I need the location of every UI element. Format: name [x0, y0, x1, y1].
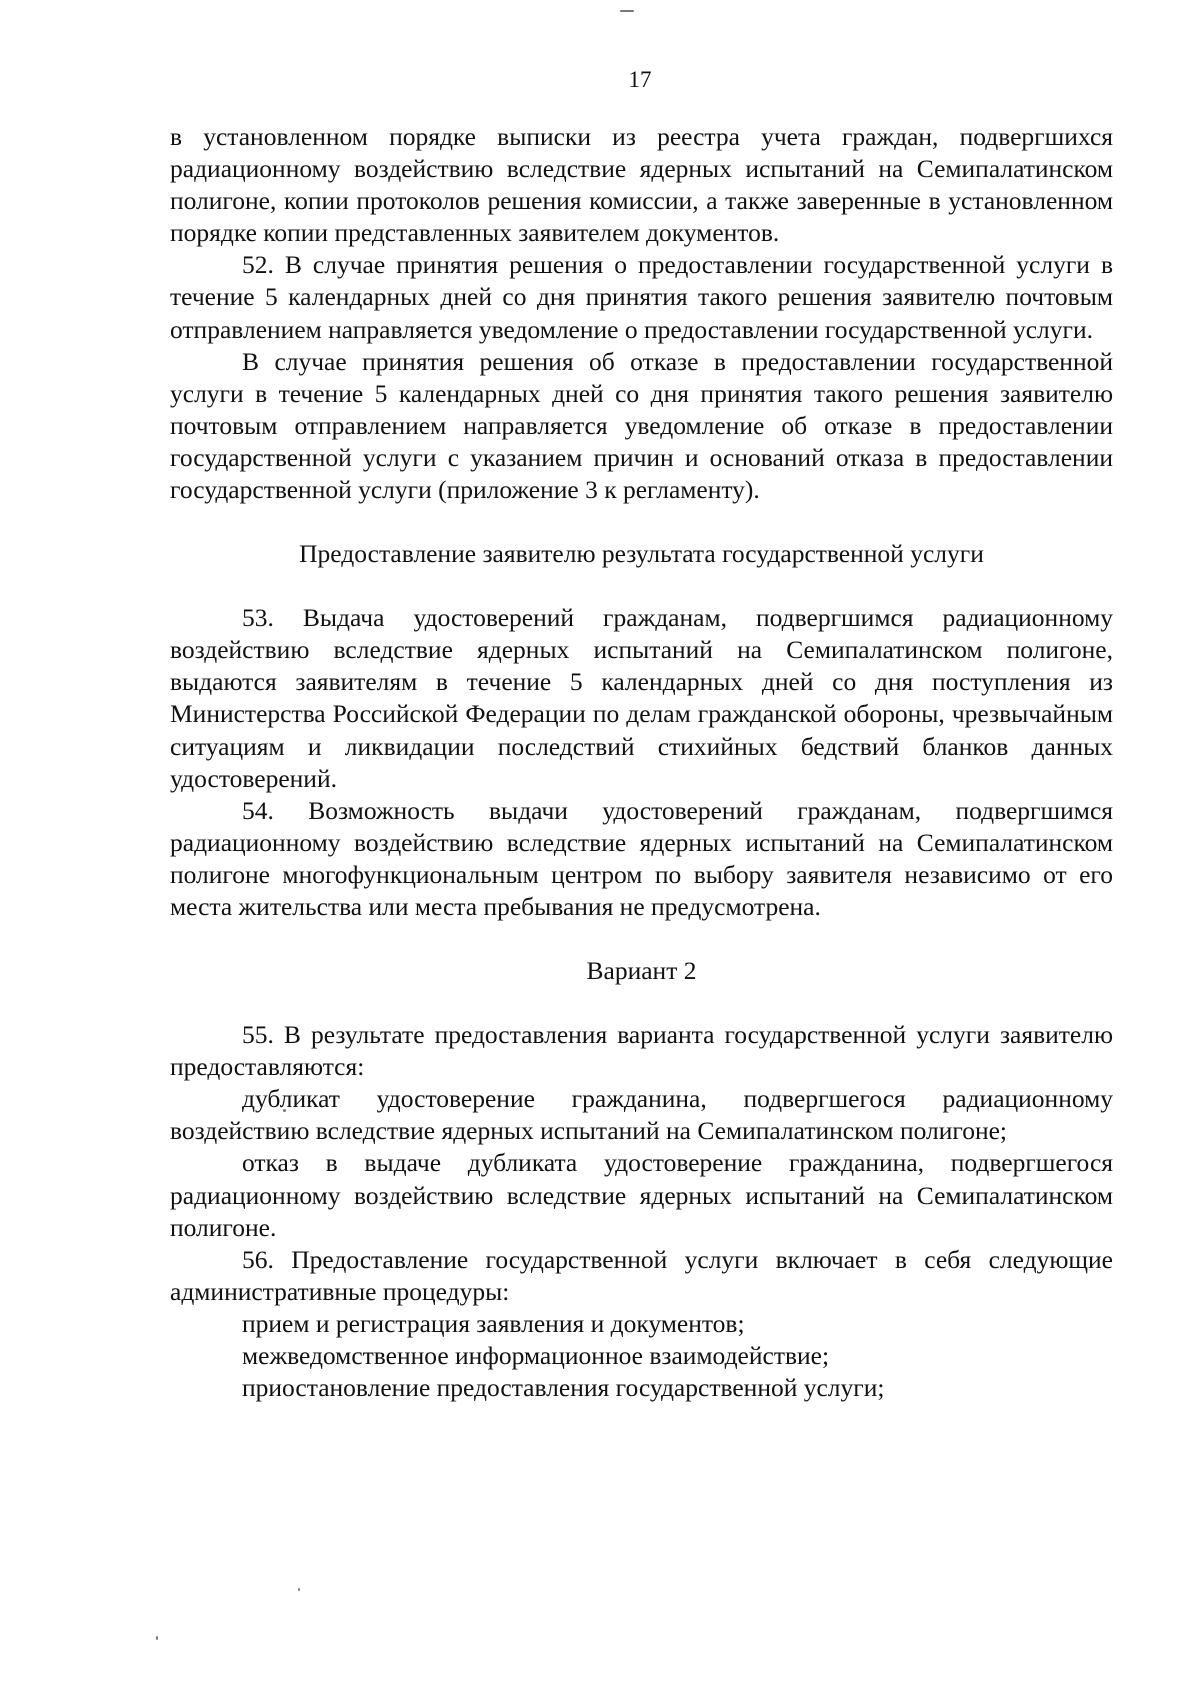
paragraph-55: 55. В результате предоставления варианта государственной услуги заявителю предоставляются: — [170, 1020, 1113, 1082]
section-heading-result: Предоставление заявителю результата государственной услуги — [299, 539, 984, 569]
paragraph-55-refusal: отказ в выдаче дубликата удостоверение гражданина, подвергшегося радиационному воздействию вследствие ядерных испытаний на Семипалатинском полигоне. — [170, 1148, 1113, 1242]
scan-speck — [298, 1588, 300, 1591]
paragraph-intro-continuation: в установленном порядке выписки из реестра учета граждан, подвергшихся радиационному воздействию вследствие ядерных испытаний на Семипалатинском полигоне, копии протоколов решения комиссии, а также заверенные в установленном порядке копии представленных заявителем документов. — [170, 122, 1113, 248]
procedure-item-interagency: межведомственное информационное взаимодействие; — [242, 1341, 830, 1370]
scan-speck — [156, 1636, 158, 1640]
document-body — [170, 121, 1113, 1404]
paragraph-55-duplicate: дубликат удостоверение гражданина, подвергшегося радиационному воздействию вследствие ядерных испытаний на Семипалатинском полигоне; — [170, 1084, 1113, 1146]
procedure-item-suspension: приостановление предоставления государственной услуги; — [242, 1373, 885, 1403]
paragraph-53: 53. Выдача удостоверений гражданам, подвергшимся радиационному воздействию вследствие ядерных испытаний на Семипалатинском полигоне, выдаются заявителям в течение 5 календарных дней со дня поступления из Министерства Российской Федерации по делам гражданской обороны, чрезвычайным ситуациям и ликвидации последствий стихийных бедствий бланков данных удостоверений. — [170, 603, 1113, 793]
page-number: 17 — [628, 67, 652, 92]
paragraph-56: 56. Предоставление государственной услуги включает в себя следующие административные процедуры: — [170, 1244, 1113, 1306]
procedure-item-reception: прием и регистрация заявления и документов; — [242, 1308, 745, 1338]
paragraph-54: 54. Возможность выдачи удостоверений гражданам, подвергшимся радиационному воздействию вследствие ядерных испытаний на Семипалатинском полигоне многофункциональным центром по выбору заявителя независимо от его места жительства или места пребывания не предусмотрена. — [170, 795, 1113, 921]
paragraph-52: 52. В случае принятия решения о предоставлении государственной услуги в течение 5 календарных дней со дня принятия такого решения заявителю почтовым отправлением направляется уведомление о предоставлении государственной услуги. — [170, 250, 1113, 344]
paragraph-52-refusal: В случае принятия решения об отказе в предоставлении государственной услуги в течение 5 календарных дней со дня принятия такого решения заявителю почтовым отправлением направляется уведомление об отказе в предоставлении государственной услуги с указанием причин и оснований отказа в предоставлении государственной услуги (приложение 3 к регламенту). — [170, 346, 1113, 505]
section-heading-variant-2: Вариант 2 — [586, 956, 697, 986]
scan-speck — [620, 10, 634, 12]
